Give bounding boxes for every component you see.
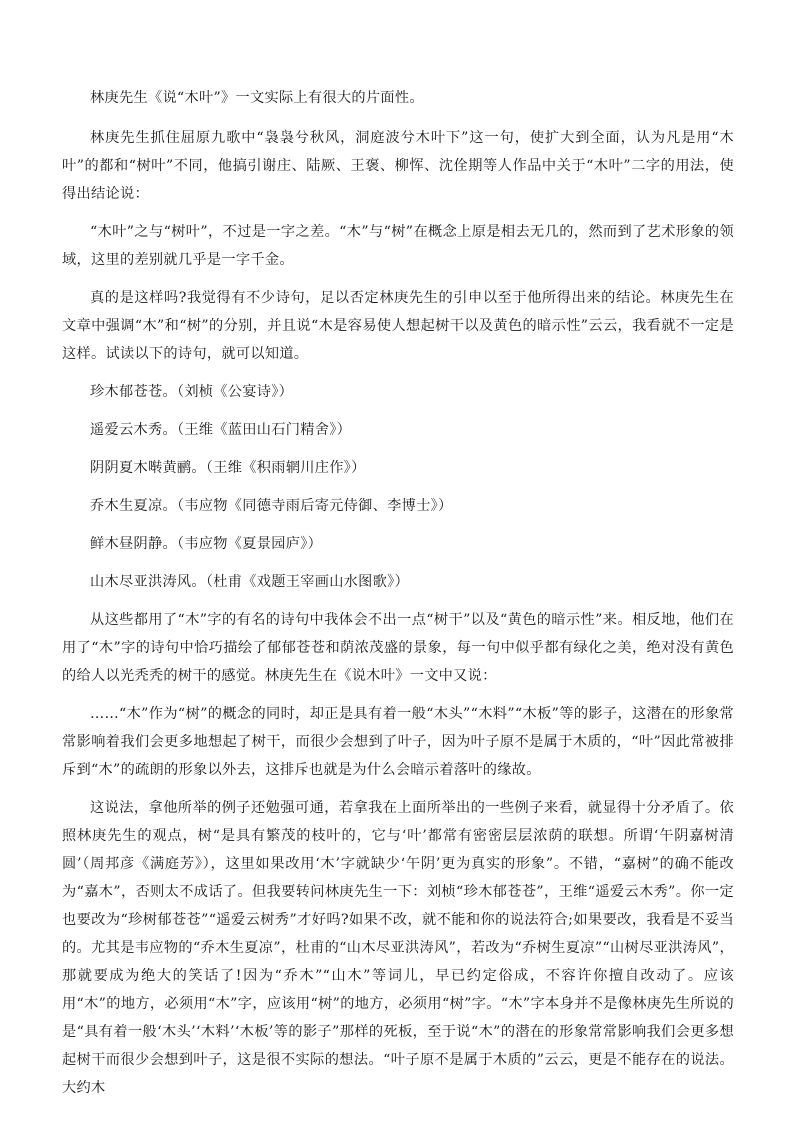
analysis-paragraph: 从这些都用了“木”字的有名的诗句中我体会不出一点“树干”以及“黄色的暗示性”来。相反地，他们在用了“木”字的诗句中恰巧描绘了郁郁苍苍和荫浓茂盛的景象，每一句中似乎都有绿化之美，绝对没有黄色的给人以光秃秃的树干的感觉。林庚先生在《说木叶》一文中又说： (62, 612, 734, 684)
rebuttal-paragraph: 真的是这样吗?我觉得有不少诗句，足以否定林庚先生的引申以至于他所得出来的结论。林庚先生在文章中强调“木”和“树”的分别，并且说“木是容易使人想起树干以及黄色的暗示性”云云，我看就不一定是这样。试读以下的诗句，就可以知道。 (62, 290, 734, 362)
poem-line: 遥爱云木秀。（王维《蓝田山石门精舍》） (90, 422, 352, 438)
poem-line: 阴阴夏木啭黄鹂。（王维《积雨辋川庄作》） (90, 460, 366, 476)
poem-line: 山木尽亚洪涛风。（杜甫《戏题王宰画山水图歌》） (90, 574, 410, 590)
document-page (62, 84, 734, 1112)
intro-paragraph: 林庚先生《说“木叶”》一文实际上有很大的片面性。 (90, 90, 424, 106)
poem-line: 鲜木昼阴静。（韦应物《夏景园庐》） (90, 536, 323, 552)
poem-line: 珍木郁苍苍。（刘桢《公宴诗》） (90, 384, 294, 400)
final-paragraph: 这说法，拿他所举的例子还勉强可通，若拿我在上面所举出的一些例子来看，就显得十分矛盾了。依照林庚先生的观点，树“是具有繁茂的枝叶的，它与‘叶’都常有密密层层浓荫的联想。所谓‘午阴嘉树清圆’（周邦彦《满庭芳》），这里如果改用‘木’字就缺少‘午阴’更为真实的形象”。不错，“嘉树”的确不能改为“嘉木”，否则太不成话了。但我要转问林庚先生一下：刘桢“珍木郁苍苍”，王维“遥爱云木秀”。你一定也要改为“珍树郁苍苍”“遥爱云树秀”才好吗?如果不改，就不能和你的说法符合;如果要改，我看是不妥当的。尤其是韦应物的“乔木生夏凉”，杜甫的“山木尽亚洪涛风”，若改为“乔树生夏凉”“山树尽亚洪涛风”，那就要成为绝大的笑话了!因为“乔木”“山木”等词儿，早已约定俗成，不容许你擅自改动了。应该用“木”的地方，必须用“木”字，应该用“树”的地方，必须用“树”字。“木”字本身并不是像林庚先生所说的是“具有着一般‘木头’‘木料’‘木板’等的影子”那样的死板，至于说“木”的潜在的形象常常影响我们会更多想起树干而很少会想到叶子，这是很不实际的想法。“叶子原不是属于木质的”云云，更是不能存在的说法。大约木 (62, 800, 734, 1096)
quoted-passage: ……“木”作为“树”的概念的同时，却正是具有着一般“木头”“木料”“木板”等的影子，这潜在的形象常常影响着我们会更多地想起了树干，而很少会想到了叶子，因为叶子原不是属于木质的，“叶”因此常被排斥到“木”的疏朗的形象以外去，这排斥也就是为什么会暗示着落叶的缘故。 (62, 706, 734, 778)
argument-paragraph: 林庚先生抓住屈原九歌中“袅袅兮秋风，洞庭波兮木叶下”这一句，使扩大到全面，认为凡是用“木叶”的都和“树叶”不同，他搞引谢庄、陆厥、王褒、柳恽、沈佺期等人作品中关于“木叶”二字的用法，使得出结论说： (62, 130, 734, 202)
poem-line: 乔木生夏凉。（韦应物《同德寺雨后寄元侍御、李博士》） (90, 498, 453, 514)
quoted-conclusion-paragraph: “木叶”之与“树叶”，不过是一字之差。“木”与“树”在概念上原是相去无几的，然而到了艺术形象的领域，这里的差别就几乎是一字千金。 (62, 224, 734, 268)
